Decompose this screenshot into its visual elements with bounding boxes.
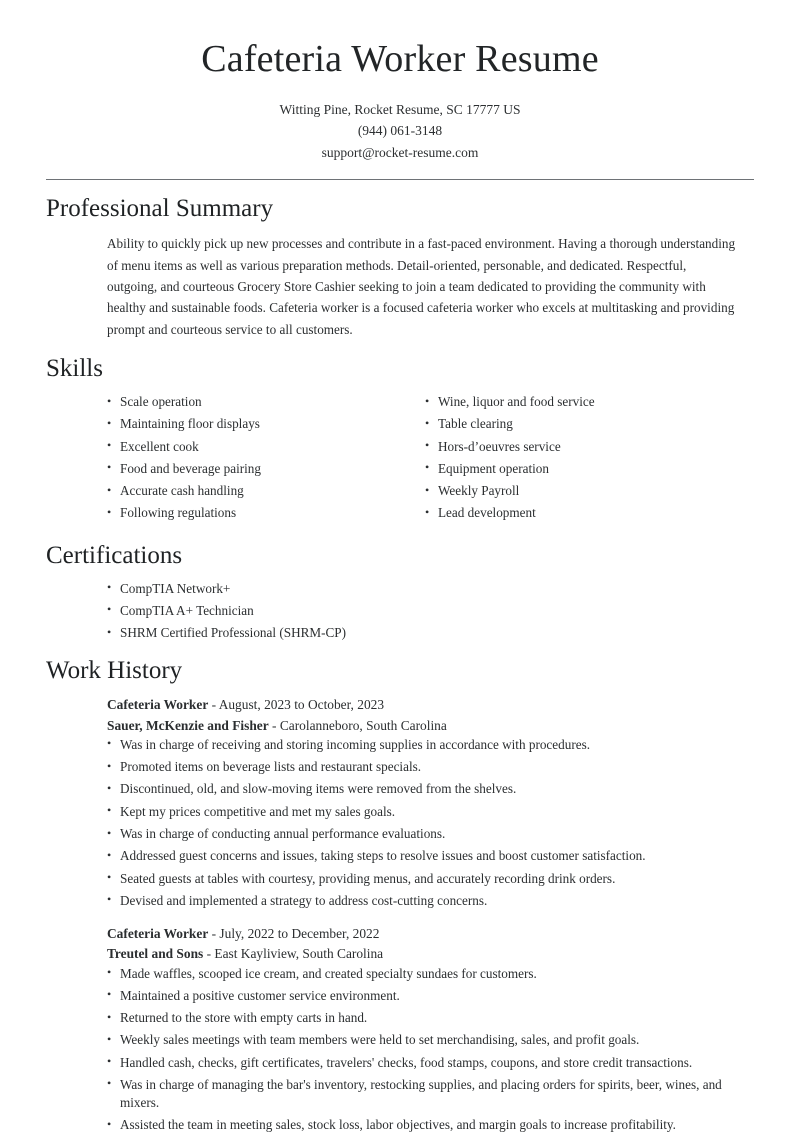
skills-list-left [107,393,425,522]
list-item: • Table clearing [425,415,743,433]
work-history-body [46,695,754,1134]
list-item: • Discontinued, old, and slow-moving items were removed from the shelves. [107,780,754,798]
summary-body [46,233,754,340]
job-company-line [107,716,754,736]
list-item: • Returned to the store with empty carts in hand. [107,1009,754,1027]
job-separator: - [268,717,280,733]
job-title: Cafeteria Worker [107,925,209,941]
list-item: • Was in charge of managing the bar's inventory, restocking supplies, and placing orders for spirits, beer, wines, and mixers. [107,1076,754,1112]
summary-text: Ability to quickly pick up new processes and contribute in a fast-paced environment. Having a thorough understanding of menu items as well as various preparation methods. Detail-oriented, personable, and dedicated. Respectful, outgoing, and courteous Grocery Store Cashier seeking to join a team dedicated to providing the community with healthy and sustainable foods. Cafeteria worker is a focused cafeteria worker who excels at multitasking and providing prompt and courteous service to all customers. [107,236,736,337]
list-item: • CompTIA Network+ [107,580,754,598]
section-skills [46,354,754,527]
list-item: • Weekly sales meetings with team members were held to set merchandising, sales, and profit goals. [107,1031,754,1049]
job-title-line [107,695,754,715]
list-item: • Assisted the team in meeting sales, stock loss, labor objectives, and margin goals to increase profitability. [107,1116,754,1134]
list-item: • Wine, liquor and food service [425,393,743,411]
section-title-work-history: Work History [46,657,183,685]
job-title-line [107,924,754,944]
certifications-list [107,580,754,643]
list-item: • Maintained a positive customer service environment. [107,987,754,1005]
resume-header [46,38,754,180]
list-item: • Was in charge of receiving and storing incoming supplies in accordance with procedures. [107,736,754,754]
section-professional-summary [46,194,754,340]
section-certifications [46,541,754,643]
job-bullet-list [107,965,754,1134]
list-item: • Was in charge of conducting annual performance evaluations. [107,825,754,843]
job-dates: August, 2023 to October, 2023 [218,697,385,713]
list-item: • Excellent cook [107,438,425,456]
list-item: • Devised and implemented a strategy to address cost-cutting concerns. [107,892,754,910]
list-item: • Following regulations [107,504,425,522]
section-work-history [46,656,754,1134]
section-title-skills: Skills [46,355,103,382]
job-separator: - [208,925,220,941]
job-company-line [107,944,754,964]
job-dates: July, 2022 to December, 2022 [219,925,380,941]
job-title: Cafeteria Worker [107,697,209,713]
list-item: • Kept my prices competitive and met my sales goals. [107,803,754,821]
list-item: • Maintaining floor displays [107,415,425,433]
list-item: • Addressed guest concerns and issues, taking steps to resolve issues and boost customer satisfaction. [107,847,754,865]
list-item: • CompTIA A+ Technician [107,602,754,620]
contact-email: support@rocket-resume.com [321,145,479,161]
job-separator: - [208,697,219,713]
skills-columns [46,393,754,527]
list-item: • Handled cash, checks, gift certificates, travelers' checks, food stamps, coupons, and store credit transactions. [107,1054,754,1072]
certifications-body [46,580,754,643]
section-title-professional-summary: Professional Summary [46,195,274,223]
list-item: • Food and beverage pairing [107,460,425,478]
list-item: • Equipment operation [425,460,743,478]
list-item: • Weekly Payroll [425,482,743,500]
section-title-certifications: Certifications [46,541,183,569]
list-item: • Accurate cash handling [107,482,425,500]
skills-column-right [425,393,743,527]
job-separator: - [203,946,215,962]
list-item: • SHRM Certified Professional (SHRM-CP) [107,624,754,642]
job-location: Carolanneboro, South Carolina [279,717,447,733]
work-history-entry [107,924,754,1134]
job-company: Treutel and Sons [107,946,204,962]
list-item: • Seated guests at tables with courtesy, providing menus, and accurately recording drink orders. [107,870,754,888]
contact-block [46,99,754,165]
job-bullet-list [107,736,754,910]
job-location: East Kayliview, South Carolina [214,946,384,962]
list-item: • Lead development [425,504,743,522]
page-title: Cafeteria Worker Resume [201,38,599,80]
list-item: • Promoted items on beverage lists and restaurant specials. [107,758,754,776]
skills-list-right [425,393,743,522]
work-history-entry [107,695,754,910]
header-divider [46,179,754,180]
list-item: • Made waffles, scooped ice cream, and created specialty sundaes for customers. [107,965,754,983]
skills-column-left [107,393,425,527]
contact-address: Witting Pine, Rocket Resume, SC 17777 US [279,101,521,117]
list-item: • Hors-d’oeuvres service [425,438,743,456]
contact-phone: (944) 061-3148 [357,123,443,139]
job-company: Sauer, McKenzie and Fisher [107,717,269,733]
list-item: • Scale operation [107,393,425,411]
